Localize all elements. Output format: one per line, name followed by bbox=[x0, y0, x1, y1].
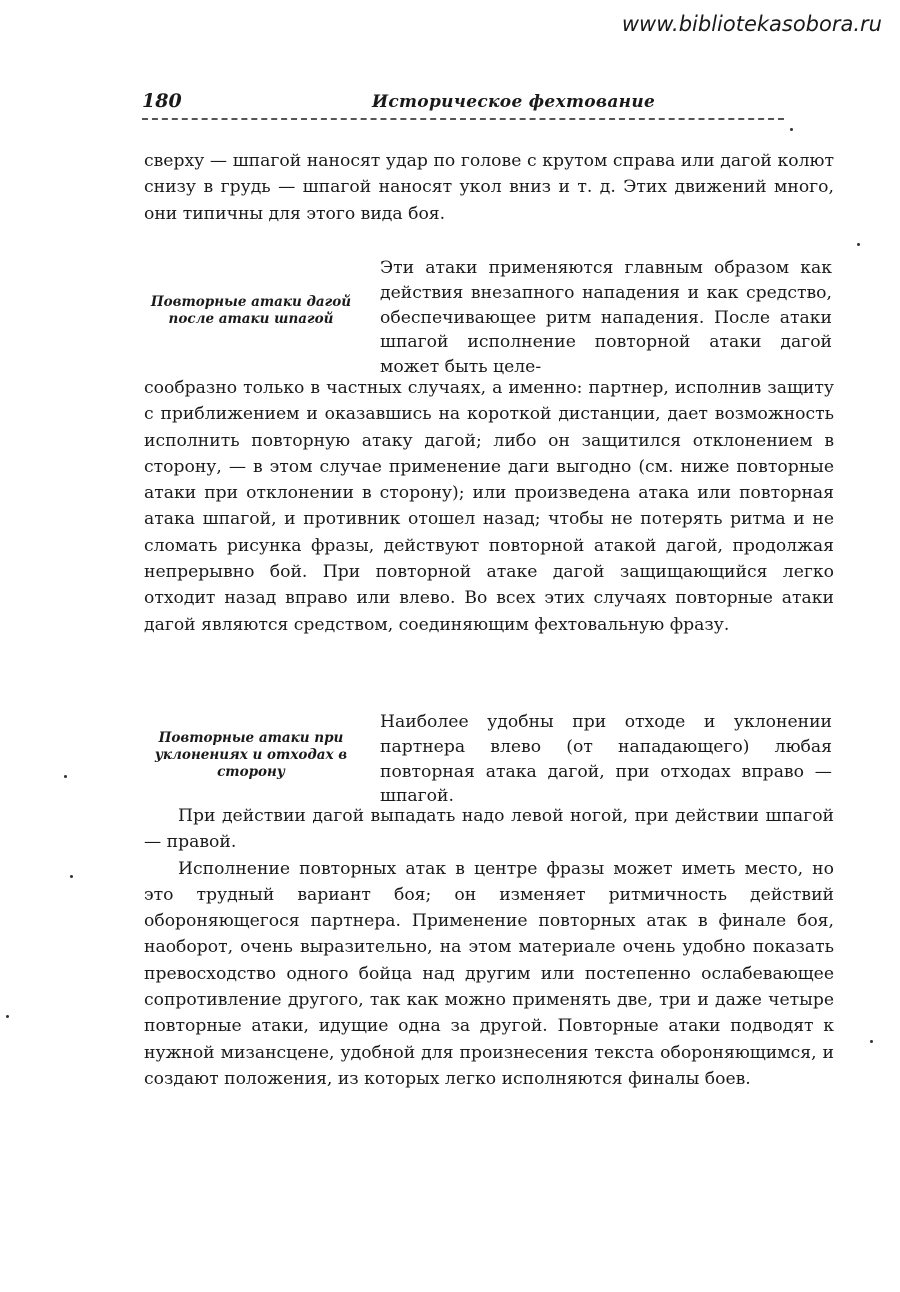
paragraph-top bbox=[144, 148, 834, 227]
site-watermark: www.bibliotekasobora.ru bbox=[621, 12, 882, 36]
running-title: Историческое фехтование bbox=[372, 92, 656, 112]
section2-column-text: Наиболее удобны при отходе и уклонении партнера влево (от нападающего) любая повторная атака дагой, при отходах вправо — шпагой. bbox=[380, 712, 832, 807]
side-heading-1: Повторные атаки дагой после атаки шпагой bbox=[150, 294, 352, 327]
section1-column-text: Эти атаки применяются главным образом как действия внезапного нападения и как средство, обеспечивающее ритм нападения. После атаки шпагой исполнение повторной атаки дагой может быть целе- bbox=[380, 258, 832, 378]
paragraph-top-text: сверху — шпагой наносят удар по голове с крутом справа или дагой колют снизу в грудь — шпагой наносят укол вниз и т. д. Этих движений много, они типичны для этого вида боя. bbox=[144, 151, 834, 224]
header-rule bbox=[142, 118, 784, 120]
running-head bbox=[142, 90, 842, 120]
section2-body bbox=[144, 803, 834, 1092]
paragraph-a: При действии дагой выпадать надо левой ногой, при действии шпагой — правой. bbox=[144, 806, 834, 853]
section1-continuation-text: сообразно только в частных случаях, а именно: партнер, исполнив защиту с приближением и оказавшись на короткой дистанции, дает возможность исполнить повторную атаку дагой; либо он защитился отклонением в сторону, — в этом случае применение даги выгодно (см. ниже повторные атаки при отклонении в сторону); или произведена атака или повторная атака шпагой, и противник отошел назад; чтобы не потерять ритма и не сломать рисунка фразы, действуют повторной атакой дагой, продолжая непрерывно бой. При повторной атаке дагой защищающийся легко отходит назад вправо или влево. Во всех этих случаях повторные атаки дагой являются средством, соединяющим фехтовальную фразу. bbox=[144, 378, 834, 635]
side-heading-2: Повторные атаки при уклонениях и отходах в сторону bbox=[154, 730, 348, 780]
paragraph-b: Исполнение повторных атак в центре фразы может иметь место, но это трудный вариант боя; он изменяет ритмичность действий обороняющегося партнера. Применение повторных атак в финале боя, наоборот, очень выразительно, на этом материале очень удобно показать превосходство одного бойца над другим или постепенно ослабевающее сопротивление другого, так как можно применять две, три и даже четыре повторные атаки, идущие одна за другой. Повторные атаки подводят к нужной мизансцене, удобной для произнесения текста обороняющимся, и создают положения, из которых легко исполняются финалы боев. bbox=[144, 858, 834, 1089]
page-number: 180 bbox=[142, 90, 182, 112]
section1-continuation bbox=[144, 375, 834, 638]
